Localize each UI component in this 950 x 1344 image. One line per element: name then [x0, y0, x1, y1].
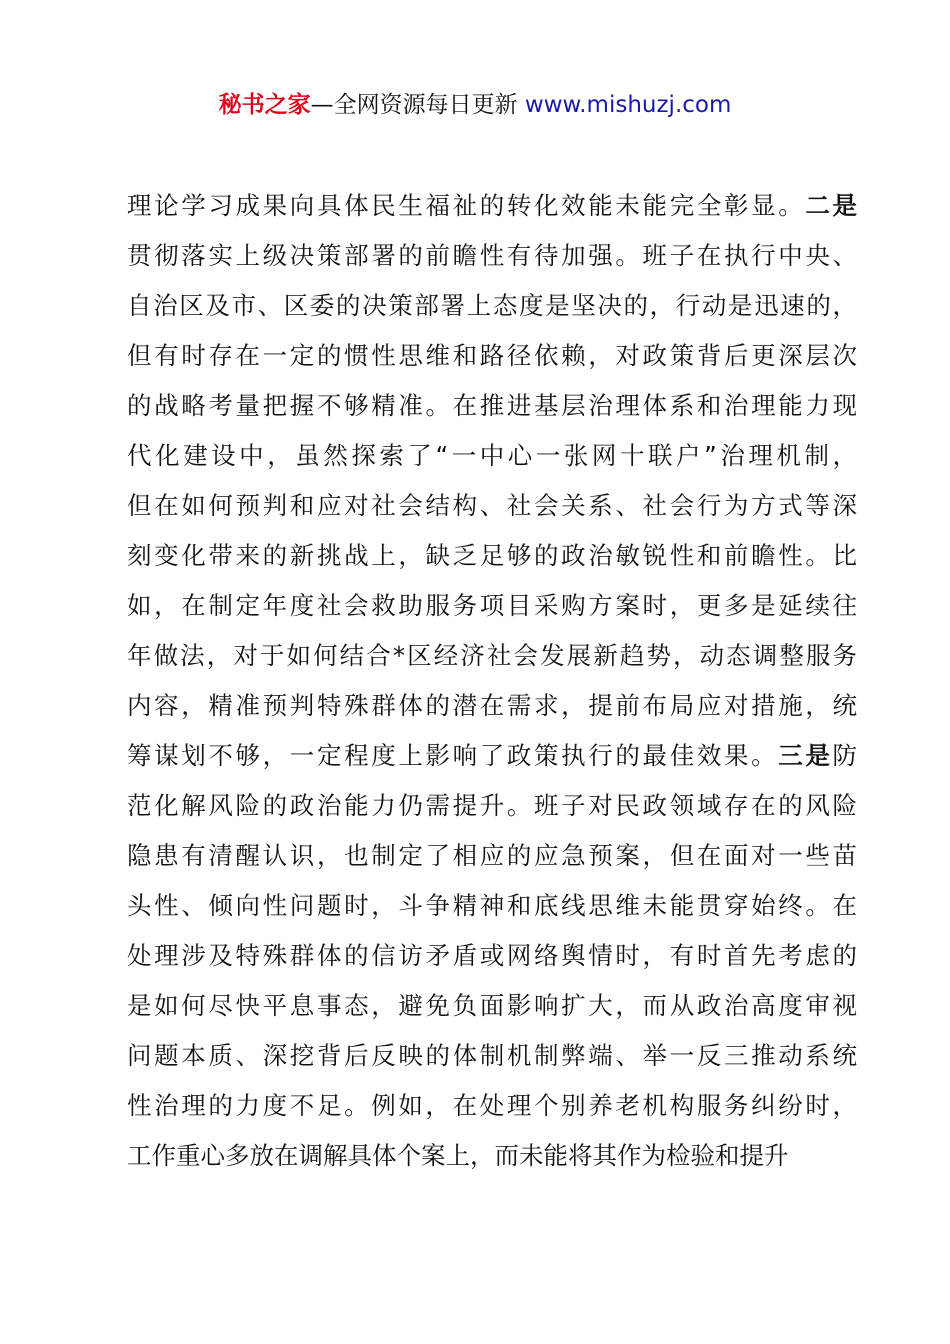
line-text: 处理涉及特殊群体的信访矛盾或网络舆情时，有时首先考虑的	[127, 941, 857, 970]
line-text: 工作重心多放在调解具体个案上，而未能将其作为检验和提升	[127, 1141, 789, 1170]
line-text-continued: 防	[832, 741, 858, 770]
line-text: 是如何尽快平息事态，避免负面影响扩大，而从政治高度审视	[127, 991, 857, 1020]
line-text: 自治区及市、区委的决策部署上态度是坚决的，行动是迅速的，	[127, 291, 857, 320]
paragraph-line	[127, 831, 857, 881]
line-text: 但有时存在一定的惯性思维和路径依赖，对政策背后更深层次	[127, 341, 857, 370]
paragraph-line	[127, 881, 857, 931]
paragraph-line	[127, 631, 857, 681]
paragraph-line	[127, 781, 857, 831]
brand-name: 秘书之家	[218, 92, 311, 118]
paragraph-line	[127, 931, 857, 981]
paragraph-line	[127, 431, 857, 481]
paragraph-line	[127, 381, 857, 431]
paragraph-line	[127, 181, 857, 231]
line-text: 头性、倾向性问题时，斗争精神和底线思维未能贯穿始终。在	[127, 891, 857, 920]
line-text: 内容，精准预判特殊群体的潜在需求，提前布局应对措施，统	[127, 691, 857, 720]
site-url-link[interactable]: www.mishuzj.com	[524, 92, 732, 118]
line-text: 年做法，对于如何结合*区经济社会发展新趋势，动态调整服务	[127, 641, 857, 670]
line-text: 如，在制定年度社会救助服务项目采购方案时，更多是延续往	[127, 591, 857, 620]
line-text: 范化解风险的政治能力仍需提升。班子对民政领域存在的风险	[127, 791, 857, 820]
line-text: 代化建设中，虽然探索了“一中心一张网十联户”治理机制，	[127, 441, 857, 470]
line-text: 筹谋划不够，一定程度上影响了政策执行的最佳效果。	[127, 741, 779, 770]
paragraph-line	[127, 1031, 857, 1081]
paragraph-line	[127, 1081, 857, 1131]
page-header	[0, 88, 950, 122]
bold-marker: 二是	[805, 191, 858, 220]
paragraph-line	[127, 731, 857, 781]
document-body	[127, 181, 857, 1181]
line-text: 贯彻落实上级决策部署的前瞻性有待加强。班子在执行中央、	[127, 241, 857, 270]
paragraph-line	[127, 531, 857, 581]
paragraph-line	[127, 331, 857, 381]
paragraph-line	[127, 981, 857, 1031]
paragraph-line	[127, 281, 857, 331]
line-text: 理论学习成果向具体民生福祉的转化效能未能完全彰显。	[127, 191, 806, 220]
line-text: 但在如何预判和应对社会结构、社会关系、社会行为方式等深	[127, 491, 857, 520]
line-text: 隐患有清醒认识，也制定了相应的应急预案，但在面对一些苗	[127, 841, 857, 870]
bold-marker: 三是	[778, 741, 833, 770]
line-text: 刻变化带来的新挑战上，缺乏足够的政治敏锐性和前瞻性。比	[127, 541, 857, 570]
paragraph-line	[127, 581, 857, 631]
paragraph-line	[127, 231, 857, 281]
line-text: 问题本质、深挖背后反映的体制机制弊端、举一反三推动系统	[127, 1041, 857, 1070]
paragraph-line	[127, 1131, 857, 1181]
line-text: 性治理的力度不足。例如，在处理个别养老机构服务纠纷时，	[127, 1091, 857, 1120]
line-text: 的战略考量把握不够精准。在推进基层治理体系和治理能力现	[127, 391, 857, 420]
paragraph-line	[127, 681, 857, 731]
header-tagline: —全网资源每日更新	[310, 92, 518, 118]
paragraph-line	[127, 481, 857, 531]
